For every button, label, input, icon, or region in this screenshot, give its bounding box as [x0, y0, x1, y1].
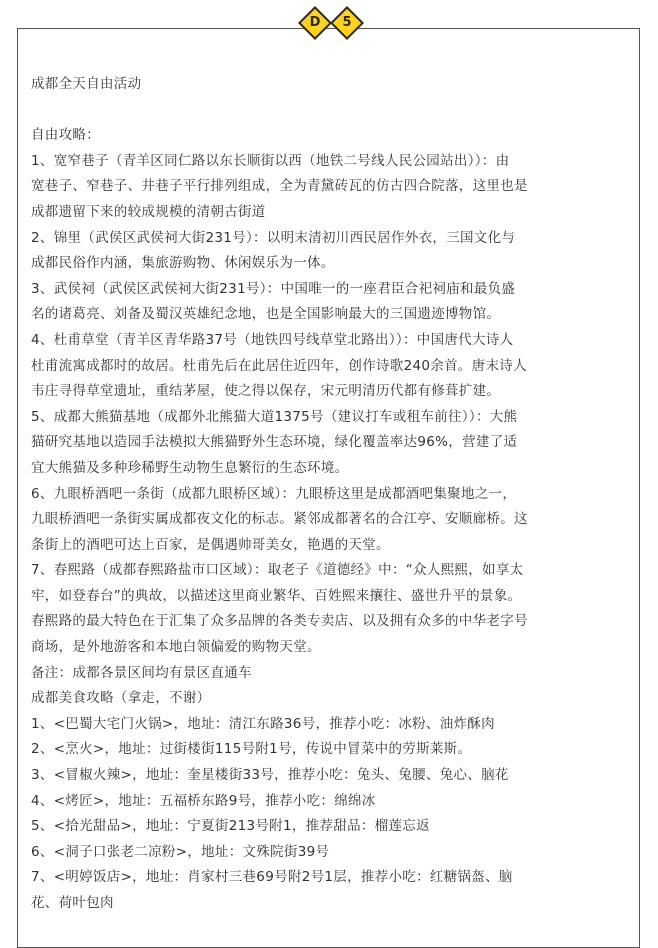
text-line: 7、<明婷饭店>，地址：肖家村三巷69号附2号1层，推荐小吃：红糖锅盔、脑 — [31, 869, 513, 886]
text-line: 猫研究基地以造园手法模拟大熊猫野外生态环境，绿化覆盖率达96%，营建了适 — [31, 434, 518, 451]
text-line: 成都民俗作内涵，集旅游购物、休闲娱乐为一体。 — [31, 255, 335, 272]
itinerary-content — [31, 72, 631, 917]
text-line: 5、成都大熊猫基地（成都外北熊猫大道1375号（建议打车或租车前往））：大熊 — [31, 408, 518, 425]
text-line: 牢，如登春台”的典故，以描述这里商业繁华、百姓熙来攘往、盛世升平的景象。 — [31, 587, 522, 604]
day-letter-badge — [298, 6, 332, 40]
text-line: 花、荷叶包肉 — [31, 895, 114, 911]
day-letter: D — [309, 15, 321, 30]
text-line: 6、<洞子口张老二凉粉>，地址：文殊院街39号 — [31, 843, 330, 860]
text-line: 5、<拾光甜品>，地址：宁夏街213号附1，推荐甜品：榴莲忘返 — [31, 818, 430, 835]
day-badge — [0, 2, 658, 52]
text-line: 条街上的酒吧可达上百家，是偶遇帅哥美女，艳遇的天堂。 — [31, 536, 390, 553]
itinerary-text-lines — [31, 123, 631, 916]
text-line: 1、<巴蜀大宅门火锅>，地址：清江东路36号，推荐小吃：冰粉、油炸酥肉 — [31, 715, 495, 732]
text-line: 名的诸葛亮、刘备及蜀汉英雄纪念地，也是全国影响最大的三国遗迹博物馆。 — [31, 306, 501, 323]
text-line: 宽巷子、窄巷子、井巷子平行排列组成，全为青黛砖瓦的仿古四合院落，这里也是 — [31, 178, 528, 195]
text-line: 6、九眼桥酒吧一条街（成都九眼桥区域）：九眼桥这里是成都酒吧集聚地之一， — [31, 485, 517, 502]
text-line: 3、武侯祠（武侯区武侯祠大街231号）：中国唯一的一座君臣合祀祠庙和最负盛 — [31, 280, 516, 297]
text-line: 宜大熊猫及多种珍稀野生动物生息繁衍的生态环境。 — [31, 459, 349, 476]
text-line: 商场，是外地游客和本地白领偏爱的购物天堂。 — [31, 639, 321, 656]
text-line: 1、宽窄巷子（青羊区同仁路以东长顺街以西（地铁二号线人民公园站出））：由 — [31, 152, 510, 169]
text-line: 自由攻略： — [31, 127, 100, 144]
day-number-badge — [330, 6, 364, 40]
text-line: 4、杜甫草堂（青羊区青华路37号（地铁四号线草堂北路出））：中国唐代大诗人 — [31, 331, 514, 348]
text-line: 4、<烤匠>，地址：五福桥东路9号，推荐小吃：绵绵冰 — [31, 792, 376, 809]
page-title: 成都全天自由活动 — [31, 76, 142, 92]
day-number: 5 — [342, 15, 352, 30]
text-line: 杜甫流寓成都时的故居。杜甫先后在此居住近四年，创作诗歌240余首。唐末诗人 — [31, 357, 527, 374]
text-line: 7、春熙路（成都春熙路盐市口区域）：取老子《道德经》中：“众人熙熙，如享太 — [31, 562, 524, 579]
spacer — [31, 98, 631, 124]
text-line: 备注：成都各景区间均有景区直通车 — [31, 664, 252, 681]
text-line: 2、锦里（武侯区武侯祠大街231号）：以明末清初川西民居作外衣，三国文化与 — [31, 229, 516, 246]
text-line: 韦庄寻得草堂遗址，重结茅屋，使之得以保存，宋元明清历代都有修葺扩建。 — [31, 383, 501, 400]
text-line: 九眼桥酒吧一条街实属成都夜文化的标志。紧邻成都著名的合江亭、安顺廊桥。这 — [31, 511, 528, 528]
text-line: 2、<烹火>，地址：过街楼街115号附1号，传说中冒菜中的劳斯莱斯。 — [31, 741, 472, 758]
text-line: 3、<冒椒火辣>，地址：奎星楼街33号，推荐小吃：兔头、兔腰、兔心、脑花 — [31, 767, 509, 784]
text-line: 春熙路的最大特色在于汇集了众多品牌的各类专卖店、以及拥有众多的中华老字号 — [31, 613, 528, 630]
text-line: 成都美食攻略（拿走，不谢） — [31, 690, 211, 707]
text-line: 成都遗留下来的较成规模的清朝古街道 — [31, 203, 266, 220]
